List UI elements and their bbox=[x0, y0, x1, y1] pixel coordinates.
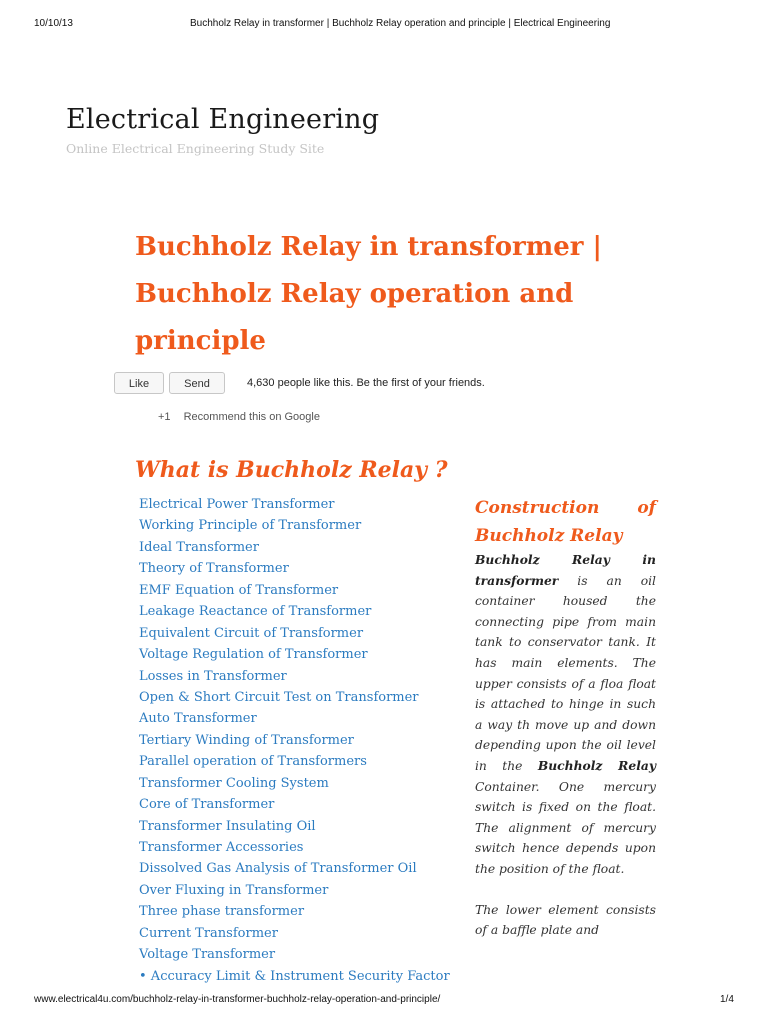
site-title[interactable]: Electrical Engineering bbox=[66, 104, 380, 135]
lower-element-paragraph: The lower element consists of a baffle plate and bbox=[475, 902, 656, 938]
construction-heading-word: Construction bbox=[475, 498, 600, 518]
article-title: Buchholz Relay in transformer | Buchholz Relay operation and principle bbox=[135, 232, 602, 356]
google-plus-bar bbox=[158, 411, 320, 423]
bold-term: Buchholz Relay in transformer bbox=[475, 552, 656, 588]
related-link[interactable]: Losses in Transformer bbox=[139, 668, 287, 684]
print-date: 10/10/13 bbox=[34, 18, 73, 29]
paragraph-text: is an oil container housed the connecting pipe from main tank to conservator tank. It has main elements. The upper consists of a floa float is attached to hinge in such a way th move up and down depending upon the oil level in the bbox=[475, 573, 656, 773]
construction-heading-line: Buchholz Relay bbox=[475, 526, 623, 546]
construction-heading bbox=[475, 494, 656, 550]
page-number: 1/4 bbox=[720, 994, 734, 1005]
related-link[interactable]: Current Transformer bbox=[139, 925, 278, 941]
site-tagline: Online Electrical Engineering Study Site bbox=[66, 141, 325, 156]
send-button[interactable]: Send bbox=[169, 372, 225, 394]
related-link[interactable]: Equivalent Circuit of Transformer bbox=[139, 625, 364, 641]
related-link[interactable]: Parallel operation of Transformers bbox=[139, 754, 367, 770]
related-link[interactable]: Open & Short Circuit Test on Transformer bbox=[139, 689, 419, 705]
related-link[interactable]: Over Fluxing in Transformer bbox=[139, 882, 329, 898]
related-link[interactable]: Transformer Cooling System bbox=[139, 775, 329, 791]
related-link[interactable]: Three phase transformer bbox=[139, 904, 305, 920]
like-button[interactable]: Like bbox=[114, 372, 164, 394]
related-link[interactable]: Core of Transformer bbox=[139, 797, 275, 813]
paragraph-text: Container. One mercury switch is fixed on the float. The alignment of mercury switch hence depends upon the position of the float. bbox=[475, 779, 656, 876]
print-url: www.electrical4u.com/buchholz-relay-in-transformer-buchholz-relay-operation-and-principle/ bbox=[34, 994, 441, 1005]
bold-term: Buchholz Relay bbox=[537, 757, 657, 773]
print-page-title: Buchholz Relay in transformer | Buchholz Relay operation and principle | Electrical Engineering bbox=[190, 18, 611, 29]
related-link[interactable]: Voltage Regulation of Transformer bbox=[139, 647, 368, 663]
related-link[interactable]: Dissolved Gas Analysis of Transformer Oil bbox=[139, 861, 417, 877]
related-link[interactable]: Transformer Insulating Oil bbox=[139, 818, 316, 834]
related-links-list bbox=[139, 494, 450, 987]
related-link[interactable]: Tertiary Winding of Transformer bbox=[139, 732, 354, 748]
related-link[interactable]: Theory of Transformer bbox=[139, 561, 289, 577]
construction-heading-word: of bbox=[637, 498, 656, 518]
related-link[interactable]: Electrical Power Transformer bbox=[139, 497, 335, 512]
related-link[interactable]: • Accuracy Limit & Instrument Security Factor bbox=[139, 968, 450, 984]
google-plus-one-button[interactable]: +1 bbox=[158, 411, 171, 423]
google-recommend-text: Recommend this on Google bbox=[183, 411, 320, 423]
related-link[interactable]: Transformer Accessories bbox=[139, 840, 304, 855]
section-heading: What is Buchholz Relay ? bbox=[135, 457, 448, 483]
related-link[interactable]: Voltage Transformer bbox=[139, 947, 276, 963]
related-link[interactable]: Ideal Transformer bbox=[139, 539, 259, 555]
construction-paragraph bbox=[475, 550, 656, 880]
like-count-text: 4,630 people like this. Be the first of your friends. bbox=[247, 377, 485, 389]
related-link[interactable]: Working Principle of Transformer bbox=[139, 518, 362, 534]
related-link[interactable]: Leakage Reactance of Transformer bbox=[139, 604, 372, 620]
related-link[interactable]: Auto Transformer bbox=[139, 711, 257, 727]
construction-section bbox=[475, 494, 656, 941]
related-link[interactable]: EMF Equation of Transformer bbox=[139, 582, 339, 598]
